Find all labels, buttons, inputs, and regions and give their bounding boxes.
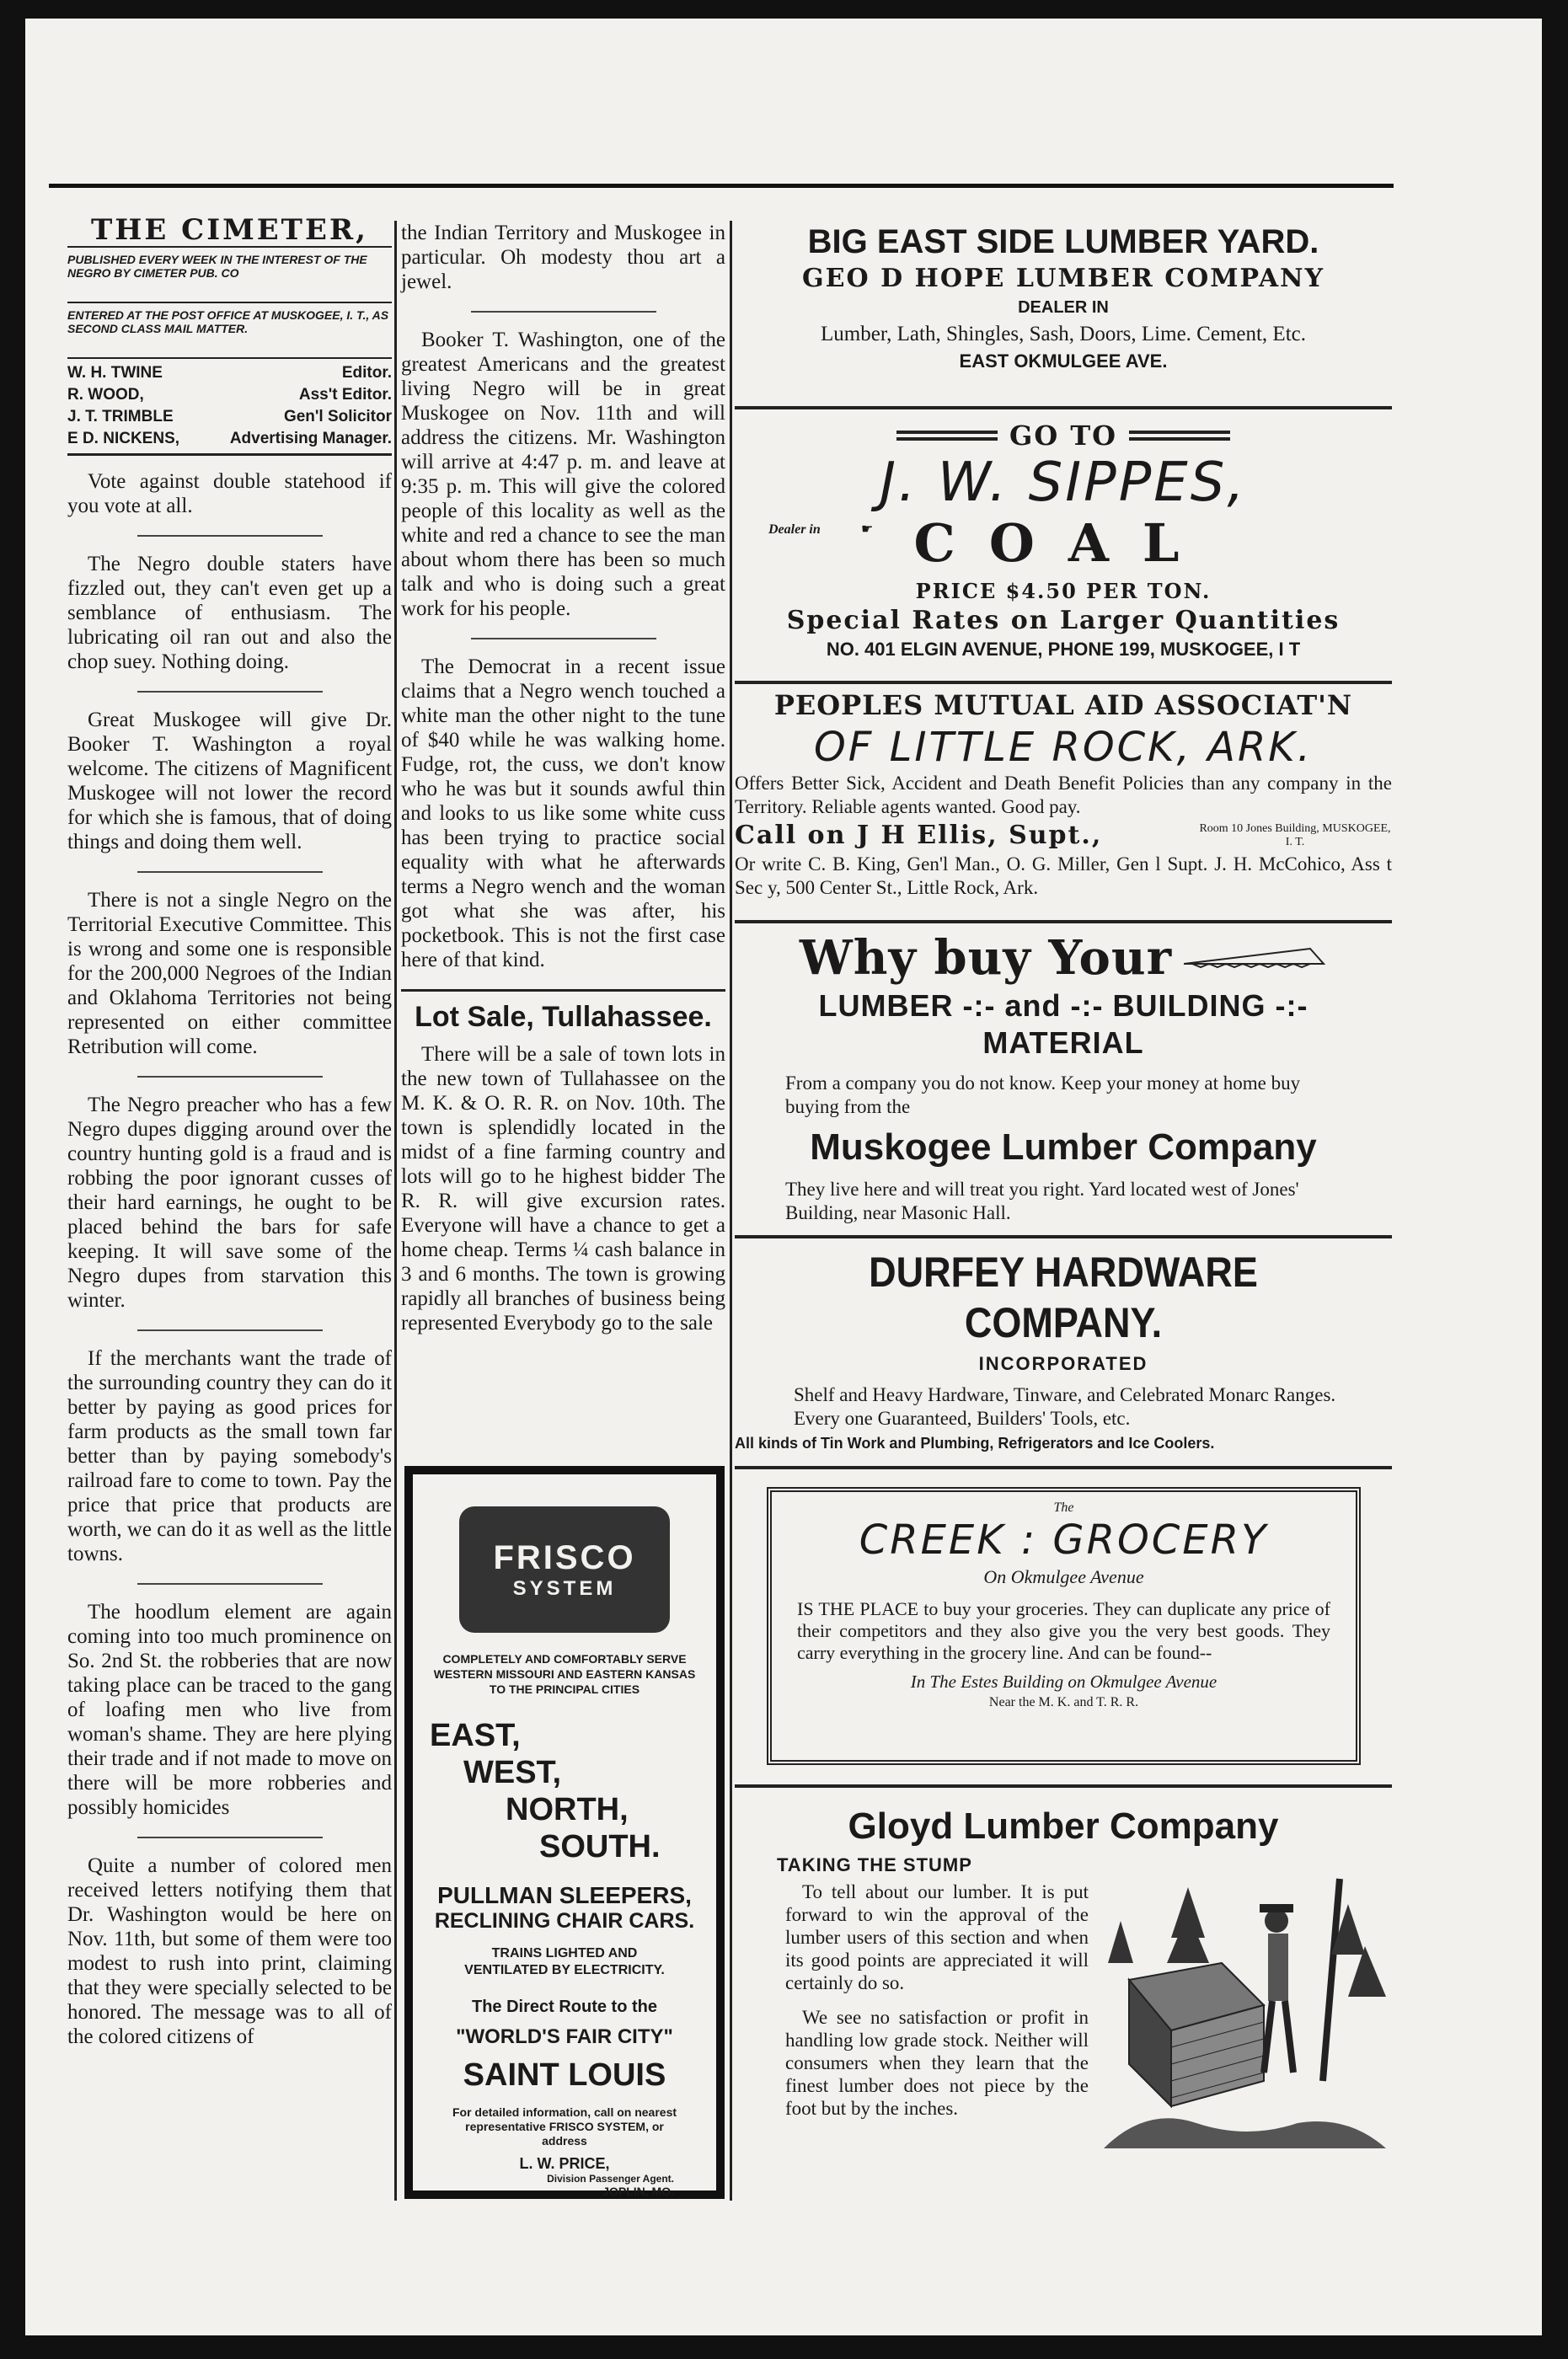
ad-divider <box>735 1784 1392 1788</box>
ornament-bars <box>896 431 998 441</box>
grocery-title: CREEK : GROCERY <box>859 1516 1269 1564</box>
sippes-name: J. W. SIPPES, <box>880 452 1247 514</box>
staff-row: E D. NICKENS, Advertising Manager. <box>67 430 392 447</box>
ornament-bars <box>1129 431 1230 441</box>
muskogee-body2: They live here and will treat you right. Yard located west of Jones' Building, near Masonic Hall. <box>785 1179 1299 1223</box>
incorporated: INCORPORATED <box>978 1353 1148 1374</box>
muskogee-lumber-ad <box>735 928 1392 1225</box>
worlds-fair-city: "WORLD'S FAIR CITY" <box>456 2025 673 2048</box>
peoples-mutual-ad <box>735 687 1392 900</box>
article: Booker T. Washington, one of the greatest Americans and the greatest living Negro will be in great Muskogee on Nov. 11th and will address the citizens. Mr. Washington will arrive at 4:47 p. m. and leave at 9:35 p. m. This will give the colored people of this locality as well as the white and red a chance to see the man about whom there has been so much talk and who is doing such a great work for his people. <box>401 329 725 620</box>
frisco-logo: FRISCO SYSTEM <box>459 1506 670 1633</box>
grocery-location: On Okmulgee Avenue <box>983 1566 1144 1587</box>
divider <box>137 691 323 693</box>
grocery-near: Near the M. K. and T. R. R. <box>988 1695 1139 1709</box>
masthead-title: THE CIMETER, <box>90 213 368 247</box>
divider <box>137 1329 323 1331</box>
reclining-chair-cars: RECLINING CHAIR CARS. <box>434 1909 695 1933</box>
coal-title: COAL <box>913 512 1213 574</box>
sippes-address: NO. 401 ELGIN AVENUE, PHONE 199, MUSKOGEE, I T <box>826 639 1301 660</box>
article: Great Muskogee will give Dr. Booker T. Washington a royal welcome. The citizens of Magnificent Muskogee will not lower the record for which she is famous, that of doing things and doing them well. <box>67 709 392 853</box>
article: The Democrat in a recent issue claims that a Negro wench touched a white man the other night to the tune of $40 while he was walking home. Fudge, rot, the cuss, we don't know who he was but it sounds awful thin and looks to us like some white cuss has been trying to practice social equality with what he afterwards terms a Negro wench and the woman got what she was after, his pocketbook. This is not the first case here of that kind. <box>401 655 725 971</box>
durfey-body: Shelf and Heavy Hardware, Tinware, and Celebrated Monarc Ranges. Every one Guaranteed, Builders' Tools, etc. <box>794 1384 1336 1429</box>
ad-divider <box>735 406 1392 409</box>
hope-company: GEO D HOPE LUMBER COMPANY <box>802 264 1325 293</box>
masthead-published: PUBLISHED EVERY WEEK IN THE INTEREST OF THE NEGRO BY CIMETER PUB. CO <box>67 246 392 285</box>
frisco-info: For detailed information, call on nearest representative FRISCO SYSTEM, or address <box>452 2105 677 2148</box>
why-buy: Why buy Your <box>799 930 1173 986</box>
direction-south: SOUTH. <box>539 1829 661 1864</box>
divider <box>471 311 656 313</box>
go-to: GO TO <box>1009 420 1118 452</box>
peoples-write: Or write C. B. King, Gen'l Man., O. G. Miller, Gen l Supt. J. H. McCohico, Ass t Sec y, 500 Center St., Little Rock, Ark. <box>735 853 1392 898</box>
ad-divider <box>735 920 1392 923</box>
lumber-yard-ad <box>735 221 1392 374</box>
ellis-room: Room 10 Jones Building, MUSKOGEE, I. T. <box>1199 822 1391 848</box>
pullman-sleepers: PULLMAN SLEEPERS, <box>437 1882 692 1908</box>
frisco-ad <box>404 1466 725 2199</box>
call-ellis: Call on J H Ellis, Supt., <box>735 821 1103 850</box>
article: The Negro double staters have fizzled out, they can't even get up a semblance of enthusiasm. The lubricating oil ran out and also the chop suey. Nothing doing. <box>67 553 392 673</box>
article: There is not a single Negro on the Territorial Executive Committee. This is wrong and some one is responsible for the 200,000 Negroes of the Indian and Oklahoma Territories not being represented on either committee Retribution will come. <box>67 889 392 1058</box>
frisco-intro: COMPLETELY AND COMFORTABLY SERVE WESTERN MISSOURI AND EASTERN KANSAS TO THE PRINCIPAL CITIES <box>433 1652 696 1696</box>
direction-north: NORTH, <box>506 1792 629 1827</box>
staff-row: J. T. TRIMBLE Gen'l Solicitor <box>67 408 392 425</box>
sippes-coal-ad <box>735 420 1392 662</box>
divider <box>401 989 725 992</box>
article: Quite a number of colored men received letters notifying them that Dr. Washington would be here on Nov. 11th, but some of them were too modest to rush into print, claiming that they were specially selected to be honored. The message was to all of the colored citizens of <box>67 1854 392 2048</box>
gloyd-subtitle: TAKING THE STUMP <box>777 1854 972 1875</box>
lot-sale-body: There will be a sale of town lots in the new town of Tullahassee on the M. K. & O. R. R. on Nov. 10th. The town is splendidly located in the midst of a fine farming country and lots will go to he highest bidder The R. R. will give excursion rates. Everyone will have a chance to get a home cheap. Terms ¼ cash balance in 3 and 6 months. The town is growing rapidly all branches of business being represented Everybody go to the sale <box>401 1043 725 1335</box>
article: The Negro preacher who has a few Negro dupes digging around over the country hunting gold is a fraud and is robbing the poor ignorant cusses of their hard earnings, he ought to be placed behind the bars for safe keeping. It will save some of the Negro dupes from starvation this winter. <box>67 1094 392 1312</box>
frisco-agent-city: JOPLIN, MO. <box>602 2185 674 2198</box>
top-rule <box>49 184 1394 188</box>
column-rule-1 <box>394 221 397 2201</box>
direction-east: EAST, <box>430 1718 521 1753</box>
lumber-stump-woodcut <box>1095 1870 1390 2157</box>
divider <box>137 1583 323 1585</box>
durfey-hardware-ad <box>735 1247 1392 1456</box>
coal-price: PRICE $4.50 PER TON. <box>915 579 1212 603</box>
ad-divider <box>735 1235 1392 1238</box>
lumber-yard-title: BIG EAST SIDE LUMBER YARD. <box>807 223 1319 260</box>
frisco-agent-title: Division Passenger Agent. <box>547 2173 674 2185</box>
ad-divider <box>735 1466 1392 1469</box>
saint-louis: SAINT LOUIS <box>463 2057 666 2093</box>
staff-row: W. H. TWINE Editor. <box>67 364 392 382</box>
masthead-entered: ENTERED AT THE POST OFFICE AT MUSKOGEE, I. T., AS SECOND CLASS MAIL MATTER. <box>67 302 392 340</box>
grocery-body: IS THE PLACE to buy your groceries. They can duplicate any price of their competitors and they also give you the very best goods. They carry everything in the grocery line. And can be found-- <box>797 1598 1330 1663</box>
lumber-goods: Lumber, Lath, Shingles, Sash, Doors, Lime. Cement, Etc. <box>821 323 1306 345</box>
dealer-in-label: Dealer in <box>768 522 821 537</box>
ad-divider <box>735 681 1392 684</box>
lot-sale-heading: Lot Sale, Tullahassee. <box>415 1001 712 1033</box>
divider <box>137 1837 323 1838</box>
frisco-route: The Direct Route to the <box>471 1998 657 2016</box>
column-1 <box>67 215 392 2066</box>
lumber-building-material: LUMBER -:- and -:- BUILDING -:- MATERIAL <box>818 988 1308 1060</box>
staff-row: R. WOOD, Ass't Editor. <box>67 386 392 404</box>
muskogee-company: Muskogee Lumber Company <box>810 1126 1317 1168</box>
peoples-subtitle: OF LITTLE ROCK, ARK. <box>813 724 1314 771</box>
direction-west: WEST, <box>463 1755 562 1790</box>
gloyd-body1: To tell about our lumber. It is put forward to win the approval of the lumber users of this section and when its good points are appreciated it will certainly do so. <box>785 1881 1089 1993</box>
frisco-agent: L. W. PRICE, <box>519 2155 610 2172</box>
article: The hoodlum element are again coming into too much prominence on So. 2nd St. the robberies that are now taking place can be traced to the gang of loafing men who live from woman's shame. They are here plying their trade and if not made to move on there will be more robberies and possibly homicides <box>67 1601 392 1819</box>
saw-blade-icon <box>1184 945 1327 971</box>
durfey-title: DURFEY HARDWARE COMPANY. <box>869 1249 1258 1346</box>
muskogee-body1: From a company you do not know. Keep your money at home buy buying from the <box>785 1073 1301 1117</box>
durfey-footer: All kinds of Tin Work and Plumbing, Refrigerators and Ice Coolers. <box>735 1435 1215 1452</box>
arrow-hand-icon: ☛ <box>861 522 874 537</box>
lumber-address: EAST OKMULGEE AVE. <box>959 350 1168 372</box>
staff-list <box>67 357 392 456</box>
column-rule-2 <box>730 221 732 2201</box>
gloyd-title: Gloyd Lumber Company <box>848 1805 1279 1847</box>
article: the Indian Territory and Muskogee in particular. Oh modesty thou art a jewel. <box>401 222 725 293</box>
creek-grocery-ad <box>767 1487 1361 1765</box>
divider <box>137 871 323 873</box>
peoples-title: PEOPLES MUTUAL AID ASSOCIAT'N <box>773 689 1353 721</box>
article: If the merchants want the trade of the surrounding country they can do it better by paying as good prices for farm products as the small town far better than by paying somebody's railroad fare to come to town. Pay the price that price that products are worth, we can do it as well as the little towns. <box>67 1347 392 1565</box>
grocery-building: In The Estes Building on Okmulgee Avenue <box>910 1672 1217 1692</box>
column-2 <box>401 221 725 1352</box>
divider <box>471 638 656 639</box>
special-rates: Special Rates on Larger Quantities <box>786 606 1341 635</box>
article: Vote against double statehood if you vote at all. <box>67 470 392 517</box>
frisco-lighting: TRAINS LIGHTED AND VENTILATED BY ELECTRICITY. <box>464 1946 665 1977</box>
grocery-the: The <box>1053 1500 1074 1515</box>
gloyd-body2: We see no satisfaction or profit in handling low grade stock. Neither will consumers when they learn that the finest lumber does not piece by the foot but by the inches. <box>785 2007 1089 2119</box>
divider <box>137 535 323 537</box>
divider <box>137 1076 323 1078</box>
peoples-body: Offers Better Sick, Accident and Death Benefit Policies than any company in the Territory. Reliable agents wanted. Good pay. <box>735 773 1392 817</box>
dealer-in: DEALER IN <box>1018 298 1109 317</box>
